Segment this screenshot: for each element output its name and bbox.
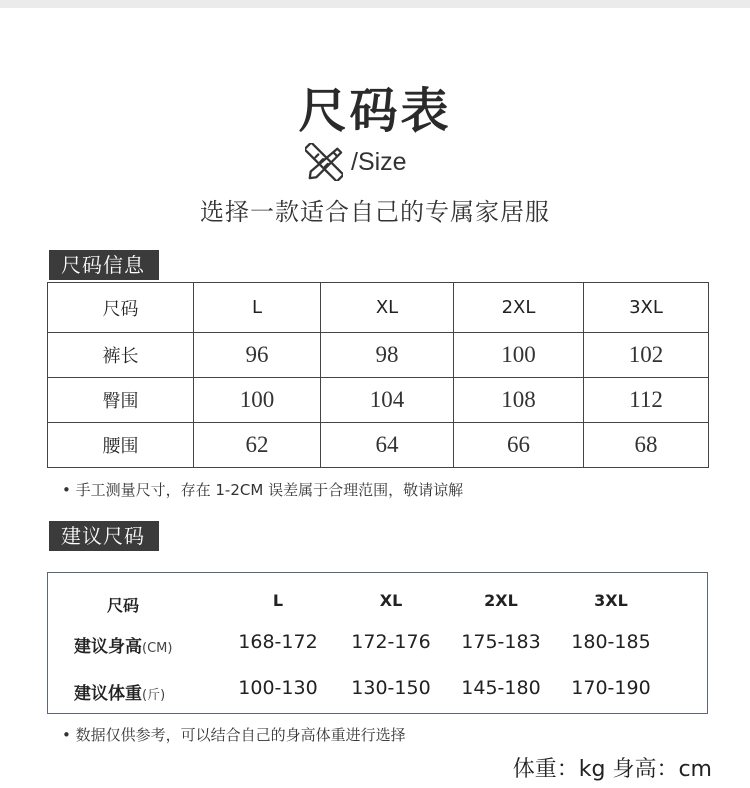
- row-label: 臀围: [48, 378, 194, 423]
- measurement-note: • 手工测量尺寸，存在 1-2CM 误差属于合理范围，敬请谅解: [62, 481, 464, 499]
- table-row: [48, 378, 709, 423]
- table-cell: 98: [321, 333, 454, 378]
- header-cell: 尺码: [48, 283, 194, 333]
- header-cell: 尺码: [106, 596, 139, 615]
- header-cell: XL: [379, 591, 403, 610]
- header-cell: 3XL: [594, 591, 628, 610]
- reference-note: • 数据仅供参考，可以结合自己的身高体重进行选择: [62, 726, 406, 744]
- table-cell: 172-176: [351, 631, 431, 653]
- header-cell: L: [272, 591, 284, 610]
- table-row: [48, 333, 709, 378]
- header-cell: XL: [321, 283, 454, 333]
- table-cell: 112: [584, 378, 709, 423]
- size-heading: [305, 142, 407, 182]
- size-label: /Size: [351, 147, 407, 176]
- table-cell: 66: [454, 423, 584, 468]
- height-unit: (CM): [142, 641, 173, 656]
- table-cell: 102: [584, 333, 709, 378]
- table-cell: 100: [194, 378, 321, 423]
- table-cell: 180-185: [571, 631, 651, 653]
- table-row: [48, 423, 709, 468]
- header-cell: 3XL: [584, 283, 709, 333]
- page-title: 尺码表: [298, 83, 452, 139]
- height-label: 建议身高: [74, 637, 142, 657]
- header-cell: 2XL: [484, 591, 518, 610]
- units-legend: 体重：kg 身高：cm: [512, 757, 712, 782]
- weight-row-label: [74, 679, 165, 704]
- row-label: 裤长: [48, 333, 194, 378]
- row-label: 腰围: [48, 423, 194, 468]
- header-cell: 2XL: [454, 283, 584, 333]
- table-cell: 100: [454, 333, 584, 378]
- weight-unit: (斤): [142, 688, 166, 703]
- table-cell: 108: [454, 378, 584, 423]
- table-cell: 62: [194, 423, 321, 468]
- top-bar: [0, 0, 750, 8]
- table-header-row: [48, 283, 709, 333]
- height-row-label: [74, 632, 172, 657]
- subtitle: 选择一款适合自己的专属家居服: [200, 198, 550, 226]
- table-cell: 64: [321, 423, 454, 468]
- size-info-label: 尺码信息: [49, 250, 159, 280]
- table-cell: 175-183: [461, 631, 541, 653]
- recommend-table: [47, 572, 708, 714]
- table-cell: 168-172: [238, 631, 318, 653]
- ruler-pencil-icon: [305, 143, 343, 181]
- header-cell: L: [194, 283, 321, 333]
- recommend-label: 建议尺码: [49, 521, 159, 551]
- table-cell: 130-150: [351, 677, 431, 699]
- size-info-table: [47, 282, 709, 468]
- weight-label: 建议体重: [74, 684, 142, 704]
- table-cell: 68: [584, 423, 709, 468]
- table-cell: 145-180: [461, 677, 541, 699]
- table-cell: 104: [321, 378, 454, 423]
- table-cell: 96: [194, 333, 321, 378]
- table-cell: 170-190: [571, 677, 651, 699]
- table-cell: 100-130: [238, 677, 318, 699]
